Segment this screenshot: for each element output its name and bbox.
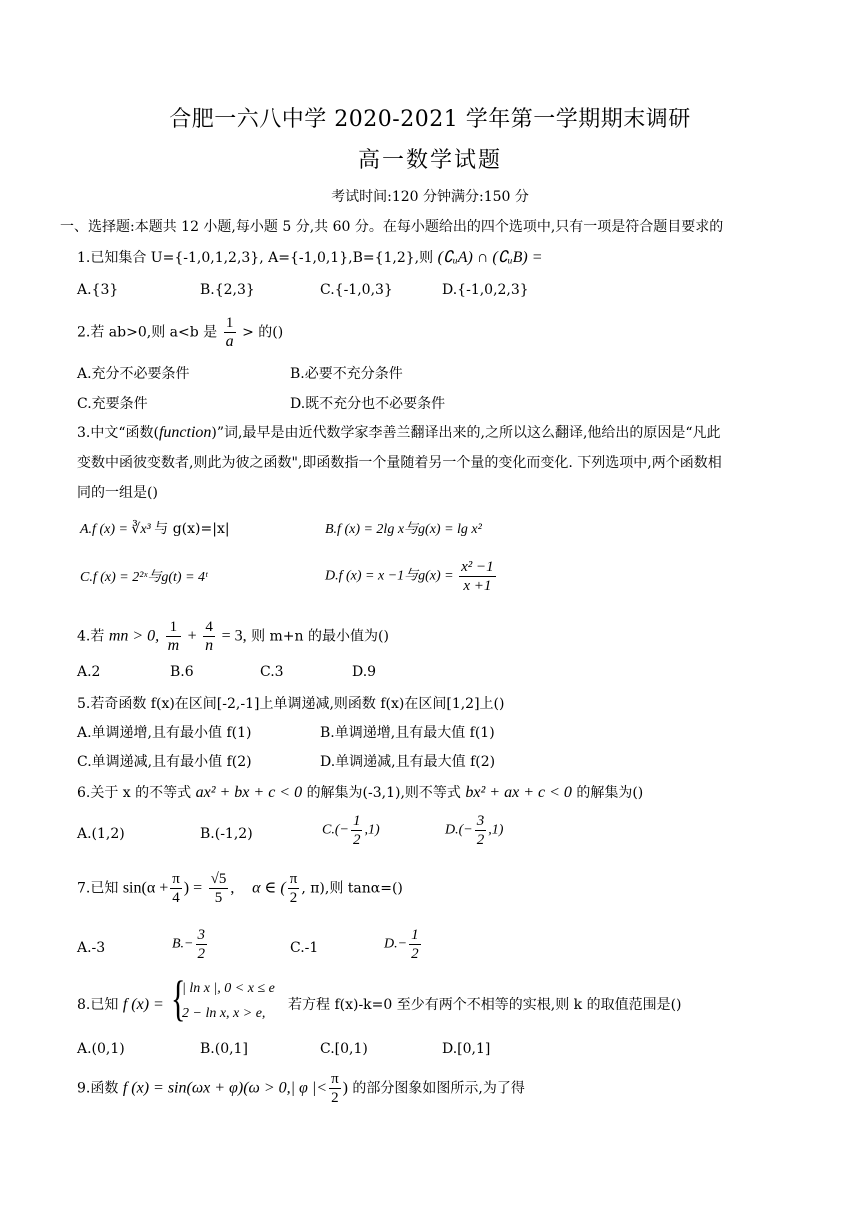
question-4-stem — [77, 618, 389, 655]
q8-condition-text: 若方程 f(x)-k=0 至少有两个不相等的实根,则 k 的取值范围是() — [288, 997, 682, 1013]
q9-pi-den: 2 — [331, 1090, 339, 1106]
q5-option-d: D.单调递减,且有最大值 f(2) — [320, 754, 496, 770]
q7-root-den: 5 — [214, 890, 223, 906]
q7-root-num: √5 — [210, 871, 227, 887]
question-2-stem — [77, 314, 283, 351]
q9-pi-num: π — [331, 1071, 339, 1087]
q8-function: f (x) = — [122, 996, 164, 1013]
q3-option-a-text: 与 g(x)=|x| — [154, 521, 230, 537]
q6-c-den: 2 — [352, 832, 361, 848]
q3-text-a: 3.中文“函数( — [77, 425, 159, 441]
q8-case-2: 2 − ln x, x > e, — [182, 1006, 266, 1021]
q1-option-c: C.{-1,0,3} — [320, 282, 393, 298]
q7-pi2-num: π — [289, 871, 298, 887]
q7-d-fraction — [409, 926, 421, 963]
q8-option-b: B.(0,1] — [200, 1041, 248, 1057]
question-9-stem — [77, 1070, 525, 1107]
q4-text-b: 则 m+n 的最小值为() — [251, 628, 389, 645]
q4-option-c: C.3 — [260, 664, 284, 680]
q6-d-expr-b: ,1) — [488, 822, 504, 838]
section-heading: 一、选择题:本题共 12 小题,每小题 5 分,共 60 分。在每小题给出的四个选项中,只有一项是符合题目要求的 — [60, 219, 724, 235]
q4-f1-num: 1 — [166, 618, 182, 637]
q9-close-paren: ) — [342, 1079, 348, 1097]
q7-pi-fraction — [170, 870, 182, 907]
question-6-stem — [77, 782, 643, 802]
q7-option-c: C.-1 — [290, 940, 319, 956]
q1-expression: (∁ᵤA) ∩ (∁ᵤB) = — [437, 249, 543, 266]
q3-option-d-expr: D.f (x) = x −1与g(x) = — [325, 568, 454, 584]
q4-equals: = 3, — [221, 627, 247, 645]
q8-option-c: C.[0,1) — [320, 1041, 368, 1057]
q2-text-b: > 的() — [242, 324, 284, 341]
q7-b-fraction — [196, 926, 208, 963]
q4-option-b: B.6 — [170, 664, 194, 680]
q4-condition: mn > 0, — [108, 627, 160, 645]
q6-text-b: 的解集为(-3,1),则不等式 — [306, 785, 461, 801]
q7-d-expr: D.− — [384, 936, 408, 952]
exam-info: 考试时间:120 分钟满分:150 分 — [331, 189, 529, 205]
q7-d-den: 2 — [411, 946, 419, 962]
q9-text-a: 9.函数 — [77, 1080, 119, 1097]
q5-option-a: A.单调递增,且有最小值 f(1) — [77, 725, 252, 741]
q2-option-b: B.必要不充分条件 — [290, 366, 403, 382]
q6-inequality-1: ax² + bx + c < 0 — [195, 784, 303, 801]
q2-option-c: C.充要条件 — [77, 396, 148, 412]
q3-option-c: C.f (x) = 2²ˣ与g(t) = 4ᵗ — [80, 570, 208, 585]
question-1-stem — [77, 247, 543, 267]
question-3-line-1 — [77, 422, 721, 442]
q2-frac-den: a — [225, 333, 234, 350]
q6-option-d — [445, 812, 503, 849]
q4-fraction-1 — [166, 618, 182, 655]
question-5-stem: 5.若奇函数 f(x)在区间[-2,-1]上单调递减,则函数 f(x)在区间[1,2]上() — [77, 696, 505, 712]
q7-option-b — [172, 926, 209, 963]
q4-f2-num: 4 — [203, 618, 215, 637]
q9-expression: f (x) = sin(ωx + φ)(ω > 0,| φ |< — [122, 1079, 328, 1097]
q7-pi-den: 4 — [172, 890, 180, 906]
q7-sin-a: sin(α + — [122, 879, 169, 897]
q7-sin-b: ) = — [183, 879, 203, 897]
q2-option-d: D.既不充分也不必要条件 — [290, 396, 446, 412]
q3-function-word: function — [158, 424, 212, 441]
q2-text-a: 2.若 ab>0,则 a<b 是 — [77, 324, 218, 341]
q3-option-a — [80, 518, 230, 538]
q3-option-b: B.f (x) = 2lg x与g(x) = lg x² — [325, 522, 482, 537]
q6-inequality-2: bx² + ax + c < 0 — [465, 784, 572, 801]
q2-frac-num: 1 — [224, 314, 236, 333]
q8-text-a: 8.已知 — [77, 997, 119, 1013]
q4-text-a: 4.若 — [77, 628, 105, 645]
q5-option-c: C.单调递减,且有最小值 f(2) — [77, 754, 252, 770]
q2-option-a: A.充分不必要条件 — [77, 366, 190, 382]
q3-option-a-expr: A.f (x) = ∛x³ — [80, 522, 151, 537]
q6-d-den: 2 — [476, 832, 485, 848]
q8-option-a: A.(0,1) — [77, 1041, 125, 1057]
q6-option-c — [322, 812, 380, 849]
question-7-stem — [77, 870, 403, 907]
q6-c-num: 1 — [352, 813, 361, 829]
q6-option-a: A.(1,2) — [77, 826, 125, 842]
q6-c-fraction — [351, 812, 363, 849]
q7-text-a: 7.已知 — [77, 880, 119, 897]
q7-pi-num: π — [172, 871, 180, 887]
q3-text-b: )”词,最早是由近代数学家李善兰翻译出来的,之所以这么翻译,他给出的原因是“凡此 — [211, 425, 721, 441]
q4-fraction-2 — [203, 618, 215, 655]
q3-option-d — [325, 558, 498, 595]
question-3-line-2: 变数中函彼变数者,则此为彼之函数",即函数指一个量随着另一个量的变化而变化. 下列选项中,两个函数相 — [77, 455, 722, 471]
q4-f1-den: m — [167, 637, 180, 654]
q6-d-fraction — [475, 812, 487, 849]
q7-b-expr: B.− — [172, 936, 194, 952]
q2-fraction — [224, 314, 236, 351]
q7-root-fraction — [209, 870, 229, 907]
q6-d-expr-a: D.(− — [445, 822, 473, 838]
q1-option-a: A.{3} — [77, 282, 119, 298]
q7-alpha: α ∈ ( — [252, 879, 286, 897]
q1-option-b: B.{2,3} — [200, 282, 255, 298]
q7-option-a: A.-3 — [77, 940, 106, 956]
q6-c-expr-a: C.(− — [322, 822, 349, 838]
question-3-line-3: 同的一组是() — [77, 485, 158, 501]
q7-pi2-den: 2 — [289, 890, 298, 906]
q7-option-d — [384, 926, 423, 963]
q9-text-b: 的部分图象如图所示,为了得 — [352, 1080, 525, 1097]
piecewise-brace: { — [171, 970, 186, 1026]
q9-pi-fraction — [329, 1070, 341, 1107]
q1-option-d: D.{-1,0,2,3} — [442, 282, 529, 298]
q6-text-c: 的解集为() — [576, 785, 644, 801]
q7-b-den: 2 — [197, 946, 205, 962]
q3-d-frac-num: x² −1 — [461, 559, 494, 575]
q6-d-num: 3 — [476, 813, 485, 829]
q8-option-d: D.[0,1] — [442, 1041, 491, 1057]
question-8-label — [77, 994, 164, 1014]
q4-option-d: D.9 — [352, 664, 377, 680]
q1-text: 1.已知集合 U={-1,0,1,2,3}, A={-1,0,1},B={1,2},则 — [77, 250, 434, 266]
q7-b-num: 3 — [197, 927, 205, 943]
q7-comma: , — [230, 879, 235, 897]
exam-subtitle: 高一数学试题 — [357, 148, 502, 173]
q3-d-frac-den: x +1 — [463, 578, 492, 594]
q4-plus: + — [187, 627, 197, 645]
exam-title: 合肥一六八中学 2020-2021 学年第一学期期末调研 — [169, 107, 691, 132]
q8-case-1: | ln x |, 0 < x ≤ e — [182, 981, 275, 996]
q6-c-expr-b: ,1) — [364, 822, 380, 838]
q4-option-a: A.2 — [77, 664, 101, 680]
q7-text-b: , π),则 tanα=() — [301, 880, 403, 897]
q6-option-b: B.(-1,2) — [200, 826, 253, 842]
q4-f2-den: n — [205, 637, 214, 654]
q7-pi2-fraction — [288, 870, 300, 907]
q3-option-d-fraction — [459, 558, 496, 595]
q6-text-a: 6.关于 x 的不等式 — [77, 785, 192, 801]
q5-option-b: B.单调递增,且有最大值 f(1) — [320, 725, 495, 741]
q7-d-num: 1 — [411, 927, 419, 943]
